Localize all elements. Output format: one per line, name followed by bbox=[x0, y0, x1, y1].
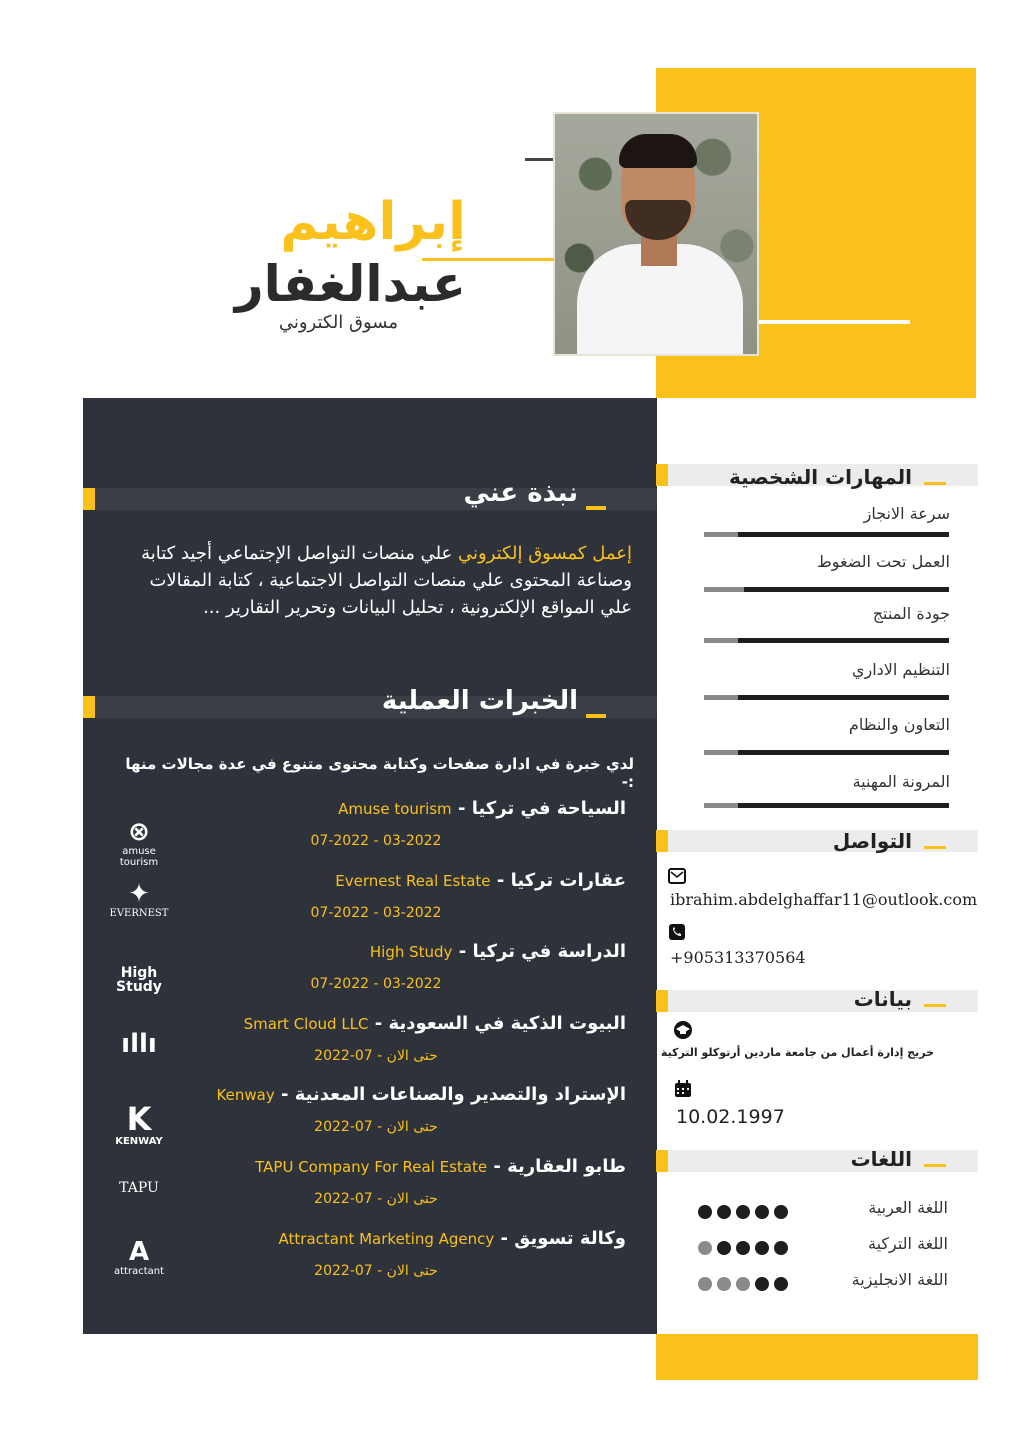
experience-item: عقارات تركيا - Evernest Real Estate 03-2022 - 07-2022 bbox=[206, 870, 626, 921]
about-text-highlight: إعمل كمسوق إلكتروني bbox=[457, 543, 632, 564]
about-section-marker bbox=[83, 488, 95, 510]
skill-label: سرعة الانجاز bbox=[863, 504, 950, 523]
skill-bar-remainder bbox=[704, 587, 744, 592]
high-study-logo: High Study bbox=[116, 965, 162, 995]
skill-bar-remainder bbox=[704, 750, 738, 755]
graduation-cap-icon bbox=[672, 1020, 694, 1040]
language-level bbox=[698, 1241, 788, 1255]
experience-item-title: الدراسة في تركيا bbox=[472, 941, 626, 962]
job-title: مسوق الكتروني bbox=[278, 312, 398, 333]
education-text: خريج إدارة أعمال من جامعة ماردين أرتوكلو التركية bbox=[660, 1046, 934, 1059]
skill-label: التعاون والنظام bbox=[848, 715, 950, 734]
about-text bbox=[132, 540, 632, 621]
experience-item-company: Attractant Marketing Agency bbox=[278, 1230, 495, 1248]
about-title: نبذة عني bbox=[463, 478, 578, 508]
calendar-icon bbox=[674, 1080, 692, 1098]
languages-section-marker bbox=[656, 1150, 668, 1172]
languages-section-band bbox=[656, 1150, 978, 1172]
attractant-logo-icon: A bbox=[128, 1237, 150, 1267]
birth-date: 10.02.1997 bbox=[676, 1106, 785, 1128]
experience-item: البيوت الذكية في السعودية - Smart Cloud LLC حتى الان - 07-2022 bbox=[206, 1013, 626, 1064]
info-section-marker bbox=[656, 990, 668, 1012]
amuse-tourism-logo: ⊗ amuse tourism bbox=[104, 818, 174, 868]
skill-bar-remainder bbox=[704, 638, 738, 643]
skills-title: المهارات الشخصية bbox=[728, 465, 912, 489]
experience-item-title: طابو العقارية bbox=[507, 1156, 626, 1177]
skill-bar-remainder bbox=[704, 532, 738, 537]
experience-item-dates: حتى الان - 07-2022 bbox=[314, 1048, 438, 1064]
skill-bar-remainder bbox=[704, 803, 738, 808]
kenway-logo-icon: K bbox=[126, 1100, 152, 1138]
experience-item-title: الإستراد والتصدير والصناعات المعدنية bbox=[294, 1084, 626, 1105]
skill-label: العمل تحت الضغوط bbox=[816, 552, 950, 571]
experience-item: الدراسة في تركيا - High Study 03-2022 - 07-2022 bbox=[206, 941, 626, 992]
contact-phone: +905313370564 bbox=[670, 948, 806, 967]
experience-title-dash bbox=[586, 714, 606, 718]
experience-item-title: وكالة تسويق bbox=[514, 1228, 626, 1249]
contact-email: ibrahim.abdelghaffar11@outlook.com bbox=[670, 890, 978, 909]
smart-cloud-logo bbox=[104, 1030, 174, 1058]
skill-label: المرونة المهنية bbox=[852, 772, 950, 791]
info-title: بيانات bbox=[853, 987, 912, 1011]
experience-item: وكالة تسويق - Attractant Marketing Agency حتى الان - 07-2022 bbox=[206, 1228, 626, 1279]
evernest-logo: ✦ EVERNEST bbox=[104, 880, 174, 919]
first-name: إبراهيم bbox=[280, 192, 466, 252]
contact-title-dash bbox=[924, 846, 946, 849]
about-text-body: علي منصات التواصل الإجتماعي أجيد كتابة وصناعة المحتوى علي منصات التواصل الاجتماعية ، كتابة المقالات علي المواقع الإلكترونية ، تحليل البيانات وتحرير التقارير ... bbox=[141, 543, 632, 618]
experience-item-title: البيوت الذكية في السعودية bbox=[388, 1013, 626, 1034]
language-level bbox=[698, 1205, 788, 1219]
phone-icon bbox=[668, 924, 686, 940]
experience-item-company: Smart Cloud LLC bbox=[243, 1015, 369, 1033]
info-title-dash bbox=[924, 1004, 946, 1007]
photo-dash-line bbox=[525, 158, 555, 161]
envelope-icon bbox=[668, 868, 686, 884]
experience-item-company: Kenway bbox=[216, 1086, 275, 1104]
experience-item: الإستراد والتصدير والصناعات المعدنية - Kenway حتى الان - 07-2022 bbox=[206, 1084, 626, 1135]
language-level bbox=[698, 1277, 788, 1291]
skill-bar bbox=[704, 803, 949, 808]
experience-item: السياحة في تركيا - Amuse tourism 03-2022 - 07-2022 bbox=[206, 798, 626, 849]
skill-label: جودة المنتج bbox=[872, 604, 950, 623]
skill-bar bbox=[704, 695, 949, 700]
experience-item: طابو العقارية - TAPU Company For Real Estate حتى الان - 07-2022 bbox=[206, 1156, 626, 1207]
skill-label: التنظيم الاداري bbox=[851, 660, 950, 679]
experience-item-title: السياحة في تركيا bbox=[471, 798, 626, 819]
contact-title: التواصل bbox=[832, 829, 912, 853]
language-label: اللغة التركية bbox=[868, 1234, 948, 1253]
language-label: اللغة العربية bbox=[868, 1198, 948, 1217]
footer-accent-block bbox=[656, 1334, 978, 1380]
experience-title: الخبرات العملية bbox=[381, 686, 578, 716]
experience-item-dates: 03-2022 - 07-2022 bbox=[310, 905, 442, 921]
experience-item-dates: حتى الان - 07-2022 bbox=[314, 1191, 438, 1207]
experience-item-company: TAPU Company For Real Estate bbox=[255, 1158, 488, 1176]
kenway-logo: K KENWAY bbox=[104, 1102, 174, 1147]
profile-photo bbox=[553, 112, 759, 356]
experience-item-company: High Study bbox=[369, 943, 453, 961]
skill-bar bbox=[704, 750, 949, 755]
contact-section-marker bbox=[656, 830, 668, 852]
skill-bar-remainder bbox=[704, 695, 738, 700]
experience-item-dates: حتى الان - 07-2022 bbox=[314, 1119, 438, 1135]
experience-item-company: Amuse tourism bbox=[338, 800, 452, 818]
experience-item-dates: 03-2022 - 07-2022 bbox=[310, 833, 442, 849]
languages-title-dash bbox=[924, 1164, 946, 1167]
experience-item-dates: 03-2022 - 07-2022 bbox=[310, 976, 442, 992]
experience-item-company: Evernest Real Estate bbox=[335, 872, 491, 890]
experience-item-dates: حتى الان - 07-2022 bbox=[314, 1263, 438, 1279]
skill-bar bbox=[704, 532, 949, 537]
skills-title-dash bbox=[924, 482, 946, 485]
experience-item-title: عقارات تركيا bbox=[510, 870, 626, 891]
evernest-logo-icon: ✦ bbox=[128, 879, 150, 909]
language-label: اللغة الانجليزية bbox=[851, 1270, 948, 1289]
skills-section-marker bbox=[656, 464, 668, 486]
skill-bar bbox=[704, 638, 949, 643]
experience-section-marker bbox=[83, 696, 95, 718]
tapu-logo: TAPU bbox=[119, 1180, 159, 1196]
amuse-logo-icon: ⊗ bbox=[128, 817, 150, 847]
attractant-logo: A attractant bbox=[104, 1238, 174, 1277]
info-section-band bbox=[656, 990, 978, 1012]
bars-logo-icon: ıllı bbox=[121, 1029, 157, 1059]
languages-title: اللغات bbox=[850, 1147, 912, 1171]
last-name: عبدالغفار bbox=[234, 255, 466, 313]
experience-intro: لدي خبرة في ادارة صفحات وكتابة محتوى متنوع في عدة مجالات منها :- bbox=[125, 755, 634, 791]
about-title-dash bbox=[586, 506, 606, 510]
